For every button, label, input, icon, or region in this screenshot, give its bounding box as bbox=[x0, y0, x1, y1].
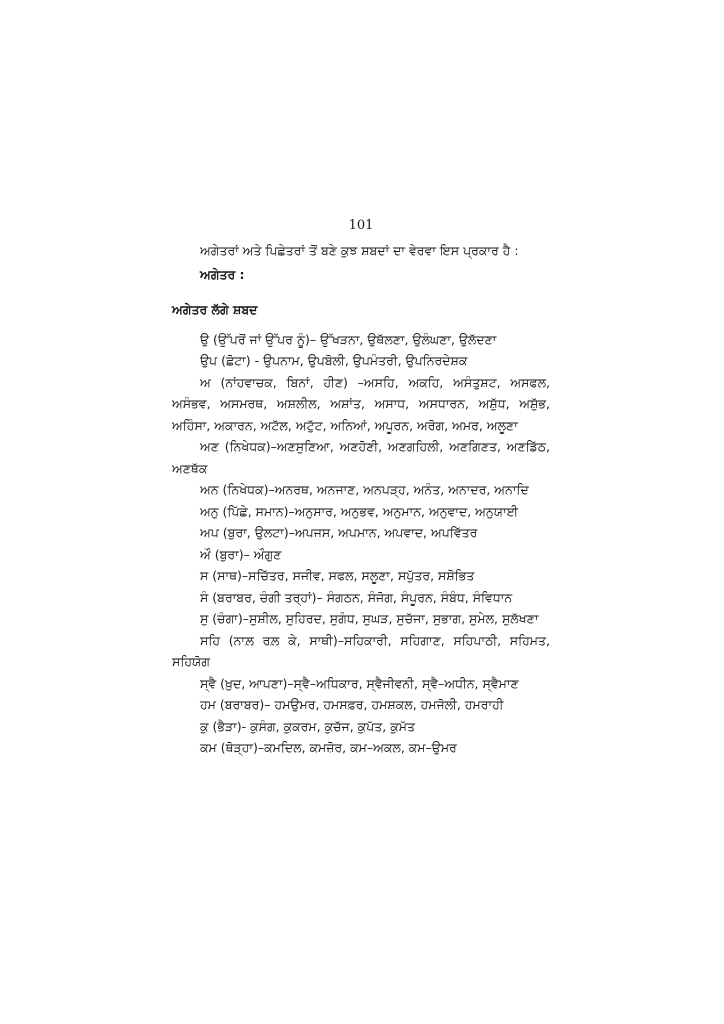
prefix-entry-up: ਉਪ (ਛੋਟਾ) - ਉਪਨਾਮ, ਉਪਬੋਲੀ, ਉਪਮੰਤਰੀ, ਉਪਨਿਰਦੇਸ਼ਕ bbox=[200, 353, 468, 368]
prefix-entry-svai: ਸ੍ਵੈ (ਖ਼ੁਦ, ਆਪਣਾ)–ਸ੍ਵੈ–ਅਧਿਕਾਰ, ਸ੍ਵੈਜੀਵਨੀ, ਸ੍ਵੈ–ਅਧੀਨ, ਸ੍ਵੈਮਾਣ bbox=[200, 675, 519, 691]
prefix-entry-sa: ਸ (ਸਾਥ)–ਸਚਿੱਤਰ, ਸਜੀਵ, ਸਫਲ, ਸਲੂਣਾ, ਸਪੁੱਤਰ, ਸਸ਼ੋਭਿਤ bbox=[200, 568, 475, 583]
prefix-entry-ku: ਕੁ (ਭੈੜਾ)- ਕੁਸੰਗ, ਕੁਕਰਮ, ਕੁਚੱਜ, ਕੁਪੱਤ, ਕੁਮੱਤ bbox=[200, 718, 415, 734]
book-page bbox=[172, 0, 550, 1024]
prefix-entry-ham: ਹਮ (ਬਰਾਬਰ)– ਹਮਉਮਰ, ਹਮਸਫ਼ਰ, ਹਮਸ਼ਕਲ, ਹਮਜੋਲੀ, ਹਮਰਾਹੀ bbox=[200, 697, 504, 712]
prefix-entry-an: ਅਨ (ਨਿਖੇਧਕ)–ਅਨਰਥ, ਅਨਜਾਣ, ਅਨਪੜ੍ਹ, ਅਨੰਤ, ਅਨਾਦਰ, ਅਨਾਦਿ bbox=[200, 482, 529, 497]
prefix-entry-ap: ਅਪ (ਬੁਰਾ, ਉਲਟਾ)–ਅਪਜਸ, ਅਪਮਾਨ, ਅਪਵਾਦ, ਅਪਵਿੱਤਰ bbox=[200, 525, 478, 540]
intro-paragraph: ਅਗੇਤਰਾਂ ਅਤੇ ਪਿਛੇਤਰਾਂ ਤੋਂ ਬਣੇ ਕੁਝ ਸ਼ਬਦਾਂ ਦਾ ਵੇਰਵਾ ਇਸ ਪ੍ਰਕਾਰ ਹੈ : bbox=[200, 243, 519, 258]
prefix-entry-sam: ਸੰ (ਬਰਾਬਰ, ਚੰਗੀ ਤਰ੍ਹਾਂ)– ਸੰਗਠਨ, ਸੰਜੋਗ, ਸੰਪੂਰਨ, ਸੰਬੰਧ, ਸੰਵਿਧਾਨ bbox=[200, 589, 513, 605]
section-label: ਅਗੇਤਰ : bbox=[200, 266, 245, 282]
prefix-entry-sahi: ਸਹਿ (ਨਾਲ਼ ਰਲ਼ ਕੇ, ਸਾਥੀ)–ਸਹਿਕਾਰੀ, ਸਹਿਗਾਣ, ਸਹਿਪਾਠੀ, ਸਹਿਮਤ, ਸਹਿਯੋਗ bbox=[172, 632, 550, 669]
section-title: ਅਗੇਤਰ ਲੱਗੇ ਸ਼ਬਦ bbox=[172, 302, 258, 317]
prefix-entry-su: ਸੁ (ਚੰਗਾ)–ਸੁਸ਼ੀਲ, ਸੁਹਿਰਦ, ਸੁਗੰਧ, ਸੁਘੜ, ਸੁਚੱਜਾ, ਸੁਭਾਗ, ਸੁਮੇਲ, ਸੁਲੱਖਣਾ bbox=[200, 611, 539, 626]
prefix-entry-u: ਉ (ਉੱਪਰੋਂ ਜਾਂ ਉੱਪਰ ਨੂੰ)– ਉੱਖੜਨਾ, ਉਥੱਲਣਾ, ਉਲੰਘਣਾ, ਉਲੱਦਣਾ bbox=[200, 331, 497, 347]
prefix-entry-kam: ਕਮ (ਥੋੜ੍ਹਾ)–ਕਮਦਿਲ, ਕਮਜ਼ੋਰ, ਕਮ–ਅਕਲ, ਕਮ–ਉਮਰ bbox=[200, 740, 457, 755]
page-content bbox=[172, 240, 550, 759]
prefix-entry-anu: ਅਨੁ (ਪਿੱਛੇ, ਸਮਾਨ)–ਅਨੁਸਾਰ, ਅਨੁਭਵ, ਅਨੁਮਾਨ, ਅਨੁਵਾਦ, ਅਨੁਯਾਈ bbox=[200, 503, 519, 519]
page-number: 101 bbox=[348, 218, 374, 233]
prefix-entry-a: ਅ (ਨਾਂਹਵਾਚਕ, ਬਿਨਾਂ, ਹੀਣ) –ਅਸਹਿ, ਅਕਹਿ, ਅਸੰਤੁਸ਼ਟ, ਅਸਫਲ, ਅਸੰਭਵ, ਅਸਮਰਥ, ਅਸ਼ਲੀਲ, ਅਸ਼ਾਂਤ, ਅਸਾਧ, ਅਸਧਾਰਨ, ਅਸ਼ੁੱਧ, ਅਸ਼ੁੱਭ, ਅਹਿੰਸਾ, ਅਕਾਰਨ, ਅਟੱਲ, ਅਟੁੱਟ, ਅਨਿਆਂ, ਅਪੂਰਨ, ਅਰੋਗ, ਅਮਰ, ਅਲੂਣਾ bbox=[172, 374, 550, 433]
prefix-entry-au: ਔ (ਬੁਰਾ)– ਔਗੁਣ bbox=[200, 546, 282, 562]
prefix-entry-ann: ਅਣ (ਨਿਖੇਧਕ)–ਅਣਸੁਣਿਆ, ਅਣਹੋਣੀ, ਅਣਗਹਿਲੀ, ਅਣਗਿਣਤ, ਅਣਡਿੱਠ, ਅਣਥੱਕ bbox=[172, 439, 550, 476]
